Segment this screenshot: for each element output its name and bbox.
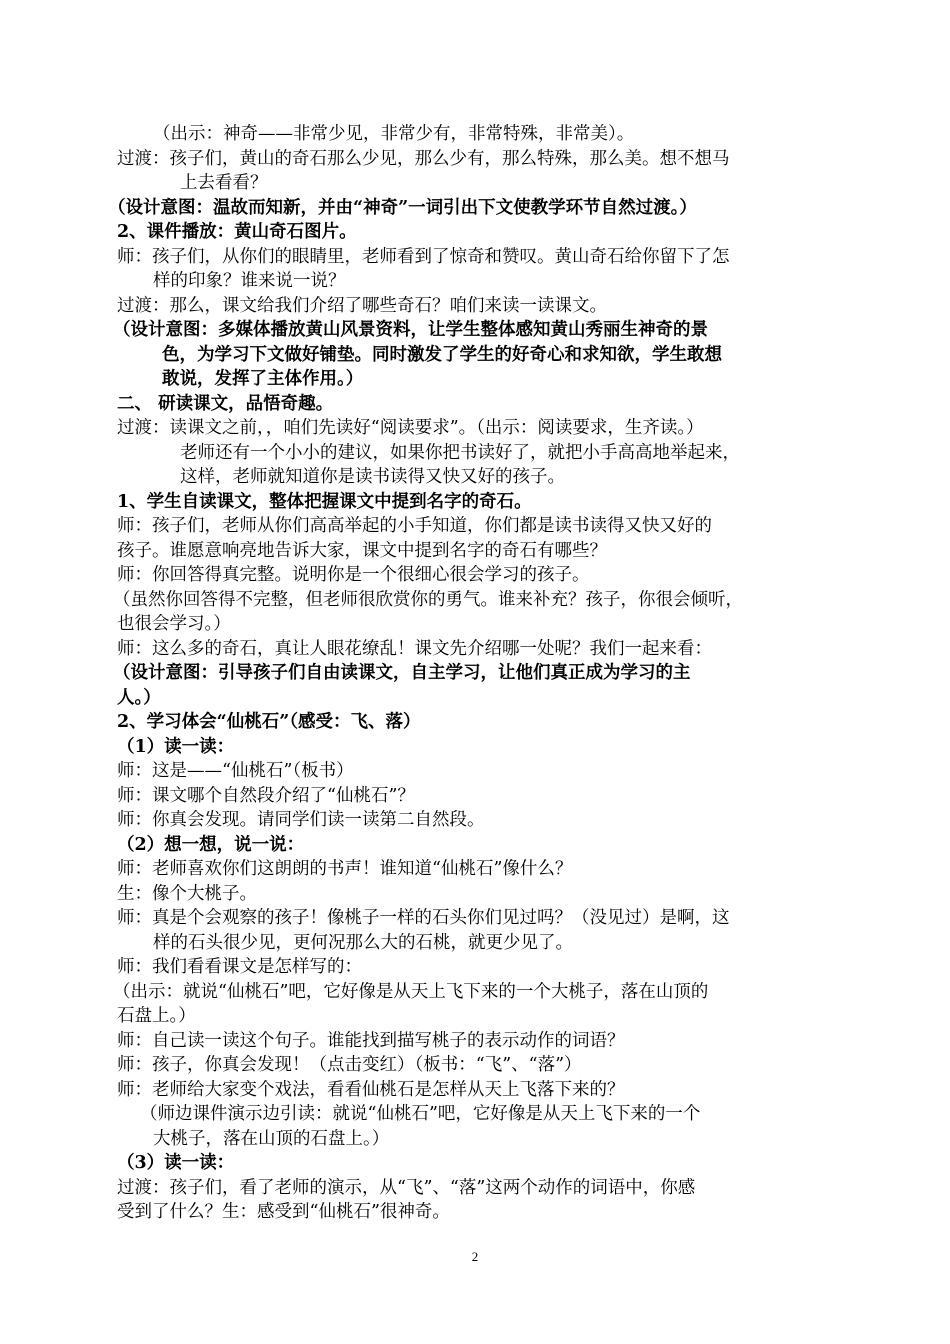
text-line: 师：这是——“仙桃石”（板书）	[117, 761, 354, 781]
section-heading: 2、课件播放：黄山奇石图片。	[117, 222, 357, 242]
text-line: 大桃子，落在山顶的石盘上。）	[153, 1129, 390, 1149]
text-line: （出示：就说“仙桃石”吧，它好像是从天上飞下来的一个大桃子，落在山顶的	[113, 982, 709, 1002]
text-line: 过渡：读课文之前，，咱们先读好“阅读要求”。（出示：阅读要求，生齐读。）	[117, 418, 704, 438]
text-line: 师：孩子，你真会发现！（点击变红）（板书：“飞”、“落”）	[117, 1055, 582, 1075]
text-line: 孩子。谁愿意响亮地告诉大家，课文中提到名字的奇石有哪些？	[117, 541, 607, 561]
text-line: 老师还有一个小小的建议，如果你把书读好了，就把小手高高地举起来，	[180, 443, 740, 463]
text-line: 师：老师喜欢你们这朗朗的书声！谁知道“仙桃石”像什么？	[117, 859, 573, 879]
text-line: 师：这么多的奇石，真让人眼花缭乱！课文先介绍哪一处呢？我们一起来看：	[117, 639, 712, 659]
design-intent-note: 人。）	[117, 688, 161, 708]
text-line: 师：我们看看课文是怎样写的：	[117, 957, 362, 977]
text-line: 师：你回答得真完整。说明你是一个很细心很会学习的孩子。	[117, 565, 590, 585]
text-line: 过渡：孩子们，看了老师的演示，从“飞”、“落”这两个动作的词语中，你感	[117, 1178, 696, 1198]
sub-heading: （1）读一读：	[117, 737, 235, 757]
section-heading: 二、 研读课文，品悟奇趣。	[117, 394, 334, 414]
text-line: 这样，老师就知道你是读书读得又快又好的孩子。	[180, 467, 565, 487]
design-intent-note: （设计意图：多媒体播放黄山风景资料，让学生整体感知黄山秀丽生神奇的景	[113, 320, 708, 340]
sub-heading: （3）读一读：	[117, 1153, 235, 1173]
text-line: （出示：神奇——非常少见，非常少有，非常特殊，非常美）。	[153, 124, 635, 144]
text-line: 师：老师给大家变个戏法，看看仙桃石是怎样从天上飞落下来的？	[117, 1080, 625, 1100]
text-line: 生：像个大桃子。	[117, 884, 257, 904]
text-line: 师：自己读一读这个句子。谁能找到描写桃子的表示动作的词语？	[117, 1031, 625, 1051]
text-line: 过渡：孩子们，黄山的奇石那么少见，那么少有，那么特殊，那么美。想不想马	[117, 149, 730, 169]
text-line: 师：课文哪个自然段介绍了“仙桃石”？	[117, 786, 415, 806]
text-line: （虽然你回答得不完整，但老师很欣赏你的勇气。谁来补充？孩子，你很会倾听，	[113, 590, 743, 610]
text-line: 样的石头很少见，更何况那么大的石桃，就更少见了。	[153, 933, 573, 953]
text-line: 师：孩子们，从你们的眼睛里，老师看到了惊奇和赞叹。黄山奇石给你留下了怎	[117, 247, 730, 267]
text-line: （师边课件演示边引读：就说“仙桃石”吧，它好像是从天上飞下来的一个	[140, 1104, 701, 1124]
sub-heading: （2）想一想，说一说：	[117, 835, 305, 855]
design-intent-note: （设计意图：引导孩子们自由读课文，自主学习，让他们真正成为学习的主	[113, 663, 691, 683]
page-number: 2	[471, 1249, 479, 1264]
section-heading: 1、学生自读课文，整体把握课文中提到名字的奇石。	[117, 492, 532, 512]
text-line: 师：孩子们，老师从你们高高举起的小手知道，你们都是读书读得又快又好的	[117, 516, 712, 536]
design-intent-note: 敢说，发挥了主体作用。）	[162, 369, 364, 389]
text-line: 过渡：那么，课文给我们介绍了哪些奇石？咱们来读一读课文。	[117, 296, 607, 316]
text-line: 受到了什么？生：感受到“仙桃石”很神奇。	[117, 1202, 450, 1222]
design-intent-note: （设计意图：温故而知新，并由“神奇”一词引出下文使教学环节自然过渡。）	[108, 198, 697, 218]
section-heading: 2、学习体会“仙桃石”（感受：飞、落）	[117, 712, 421, 732]
text-line: 石盘上。）	[117, 1006, 196, 1026]
text-line: 也很会学习。）	[117, 614, 231, 634]
design-intent-note: 色，为学习下文做好铺垫。同时激发了学生的好奇心和求知欲，学生敢想	[162, 345, 722, 365]
text-line: 师：真是个会观察的孩子！像桃子一样的石头你们见过吗？（没见过）是啊，这	[117, 908, 730, 928]
text-line: 样的印象？谁来说一说？	[153, 271, 346, 291]
text-line: 上去看看？	[180, 173, 268, 193]
text-line: 师：你真会发现。请同学们读一读第二自然段。	[117, 810, 485, 830]
